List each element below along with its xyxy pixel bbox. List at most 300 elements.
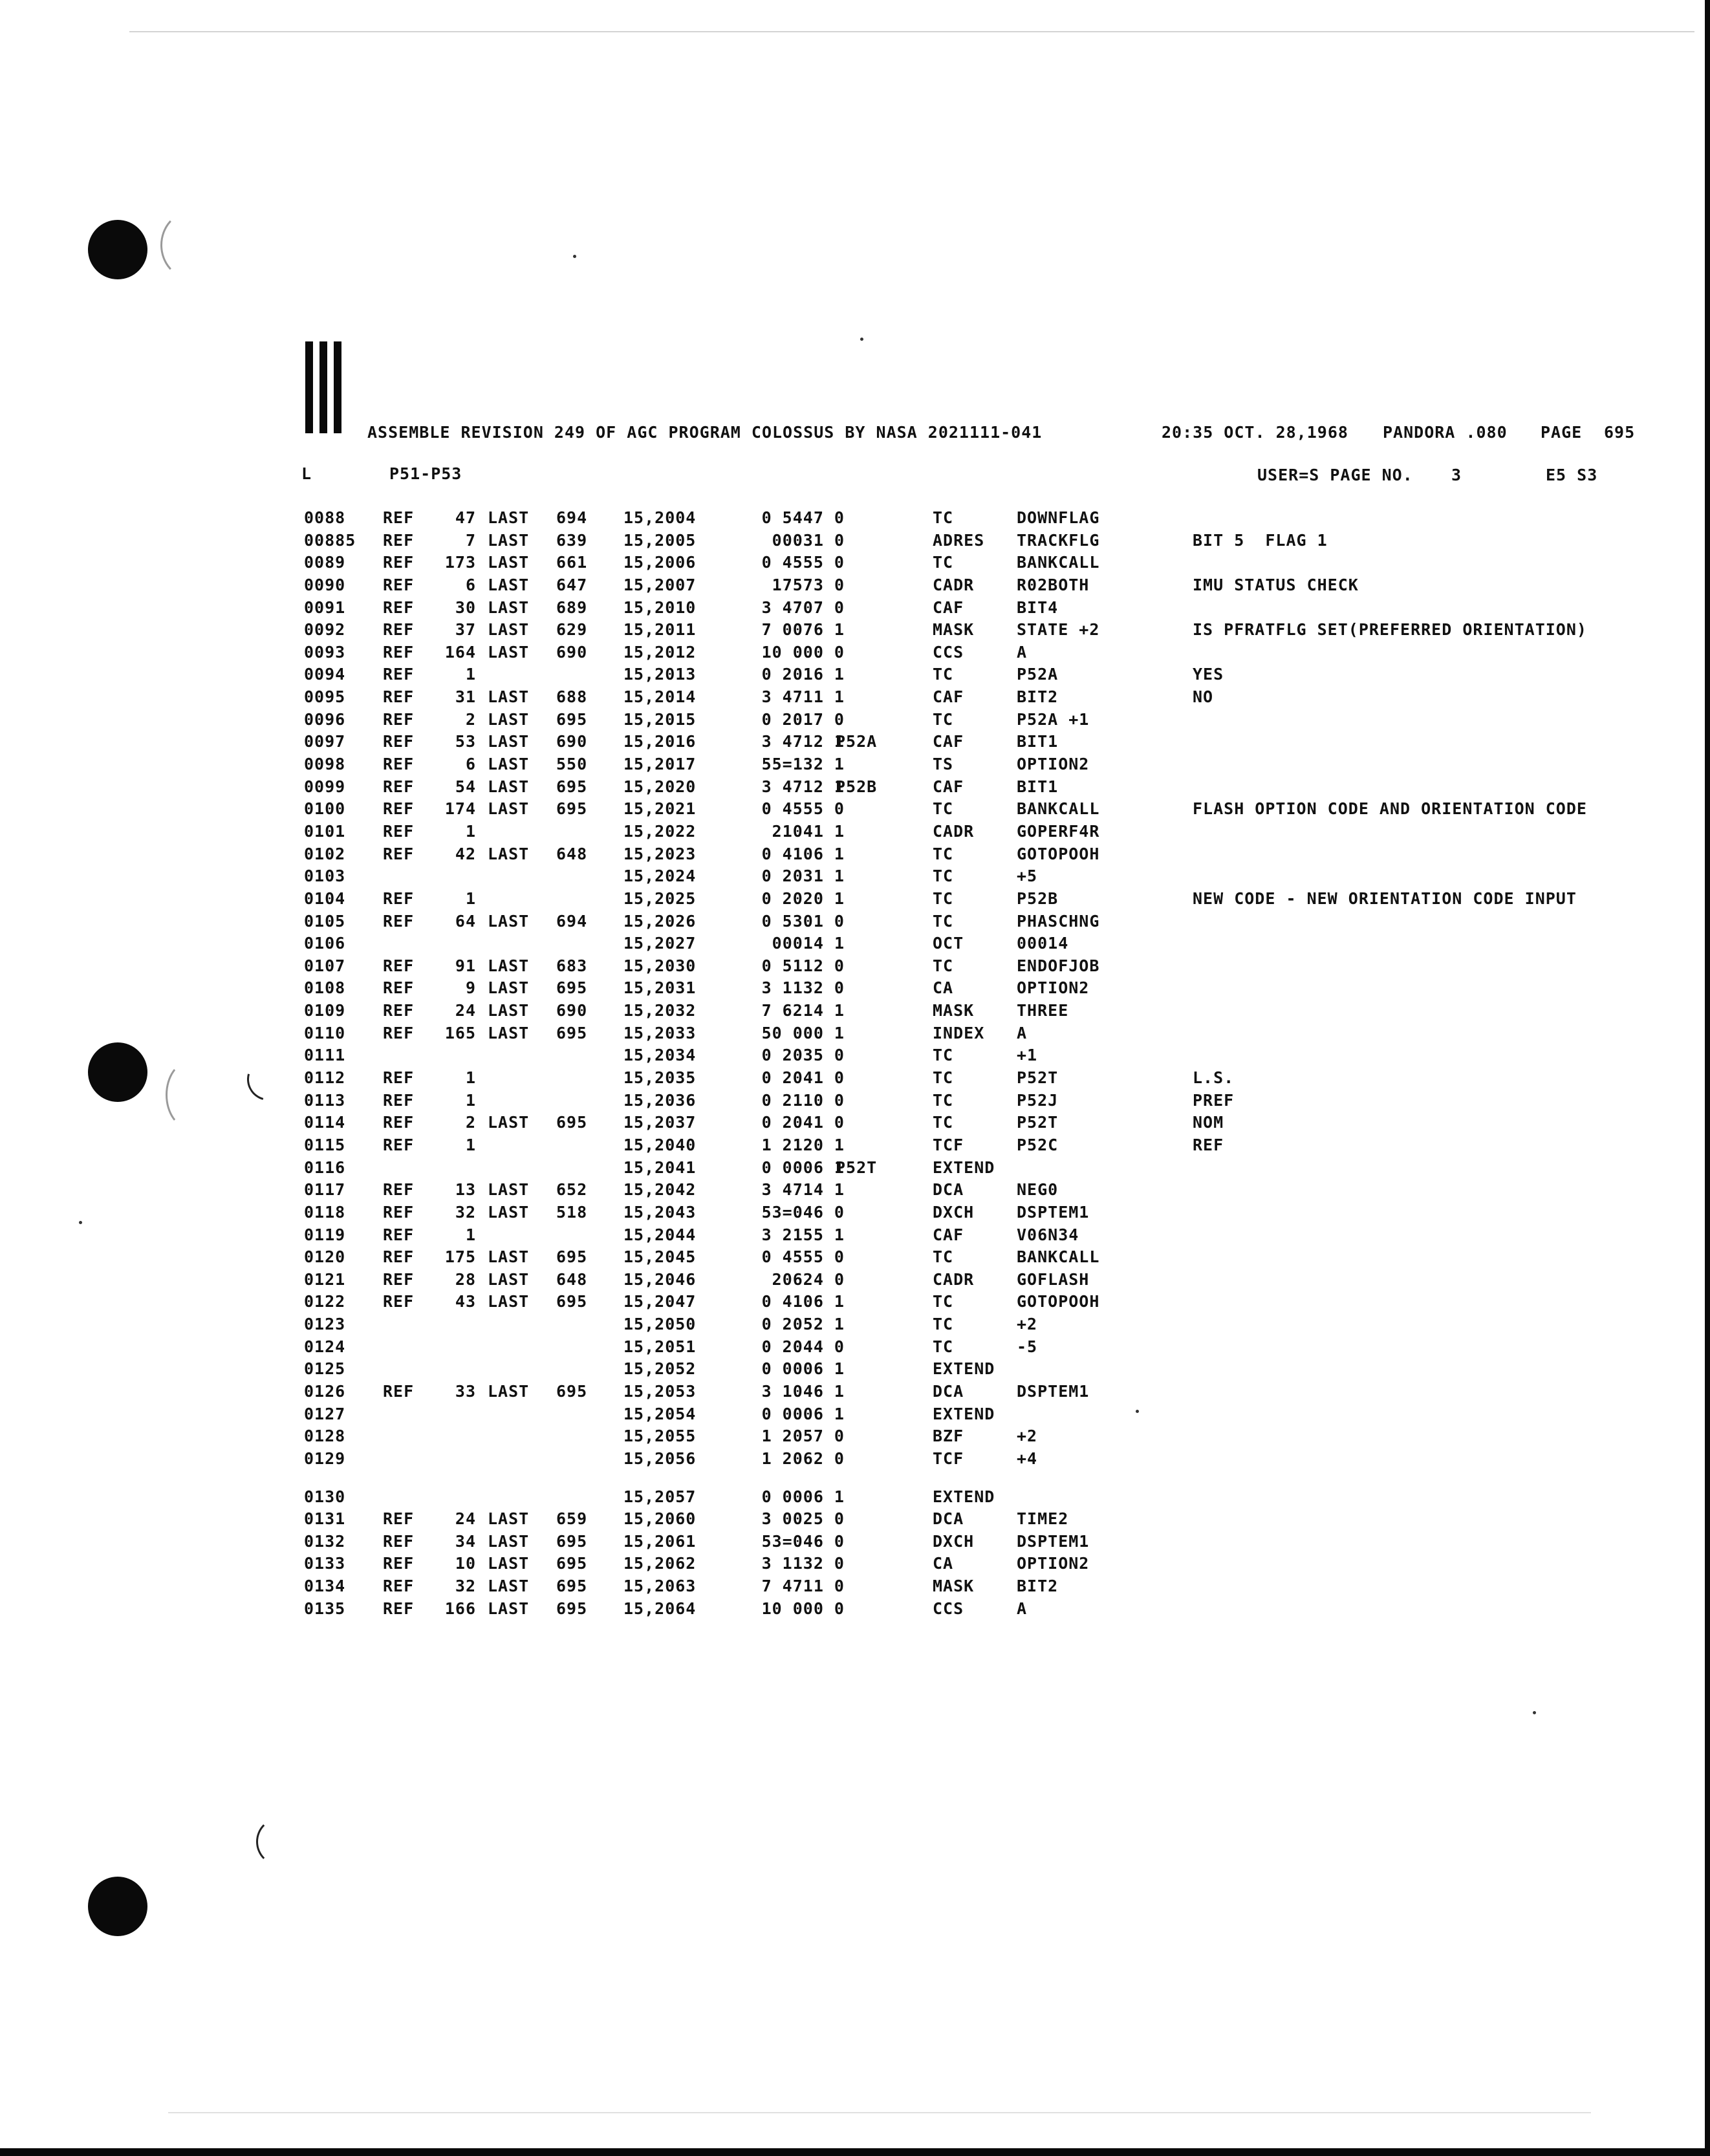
- ref-count: 164: [444, 642, 476, 662]
- octal-code: 55=132 1: [761, 755, 845, 774]
- octal-code: 0 0006 1: [761, 1487, 845, 1506]
- opcode: INDEX: [933, 1023, 985, 1042]
- ref-marker: REF: [383, 598, 415, 617]
- operand: 00014: [1017, 934, 1069, 953]
- opcode: DXCH: [933, 1531, 975, 1551]
- ref-marker: REF: [383, 956, 415, 975]
- ref-marker: REF: [383, 508, 415, 527]
- ref-marker: REF: [383, 1381, 415, 1401]
- line-number: 0106: [304, 934, 346, 953]
- line-number: 0108: [304, 978, 346, 998]
- address: 15,2063: [623, 1577, 697, 1596]
- user-page-label: USER=S PAGE NO.: [1257, 466, 1413, 484]
- ref-marker: REF: [383, 755, 415, 774]
- operand: +2: [1017, 1315, 1038, 1334]
- ref-marker: REF: [383, 732, 415, 751]
- ref-count: 53: [455, 732, 476, 751]
- speck: [1136, 1410, 1139, 1413]
- ref-count: 174: [444, 799, 476, 819]
- operand: BIT1: [1017, 777, 1059, 796]
- opcode: MASK: [933, 620, 975, 640]
- octal-code: 1 2120 1: [761, 1135, 845, 1154]
- line-number: 0105: [304, 911, 346, 931]
- section-code: E5 S3: [1546, 466, 1598, 484]
- ref-marker: REF: [383, 1599, 415, 1618]
- line-number: 0088: [304, 508, 346, 527]
- operand: BANKCALL: [1017, 553, 1100, 572]
- last-label: LAST: [488, 1509, 530, 1529]
- ref-count: 10: [455, 1554, 476, 1573]
- ref-marker: REF: [383, 1113, 415, 1132]
- last-label: LAST: [488, 1599, 530, 1618]
- last-ref-line: 695: [556, 1292, 588, 1311]
- opcode: BZF: [933, 1427, 964, 1446]
- bottom-border: [0, 2148, 1710, 2156]
- address: 15,2017: [623, 755, 697, 774]
- line-number: 0113: [304, 1090, 346, 1110]
- opcode: CADR: [933, 575, 975, 594]
- operand: P52J: [1017, 1090, 1059, 1110]
- operand: +1: [1017, 1046, 1038, 1065]
- octal-code: 3 4714 1: [761, 1180, 845, 1200]
- address: 15,2057: [623, 1487, 697, 1506]
- address: 15,2022: [623, 821, 697, 841]
- ref-count: 34: [455, 1531, 476, 1551]
- address: 15,2056: [623, 1449, 697, 1468]
- ref-count: 31: [455, 687, 476, 707]
- opcode: TS: [933, 755, 954, 774]
- last-label: LAST: [488, 1381, 530, 1401]
- octal-code: 0 0006 1: [761, 1158, 845, 1177]
- ref-count: 32: [455, 1202, 476, 1222]
- comment: IMU STATUS CHECK: [1193, 575, 1359, 594]
- last-ref-line: 695: [556, 1023, 588, 1042]
- address: 15,2006: [623, 553, 697, 572]
- address: 15,2013: [623, 665, 697, 684]
- speck: [1533, 1711, 1536, 1714]
- line-number: 0104: [304, 889, 346, 908]
- operand: BANKCALL: [1017, 799, 1100, 819]
- ref-count: 33: [455, 1381, 476, 1401]
- operand: BIT2: [1017, 1577, 1059, 1596]
- last-label: LAST: [488, 1269, 530, 1289]
- octal-code: 0 5447 0: [761, 508, 845, 527]
- address: 15,2024: [623, 867, 697, 886]
- last-ref-line: 695: [556, 1531, 588, 1551]
- line-number: 0121: [304, 1269, 346, 1289]
- line-number: 0116: [304, 1158, 346, 1177]
- address: 15,2010: [623, 598, 697, 617]
- binder-arc-mark-bottom: [256, 1817, 305, 1866]
- comment: BIT 5 FLAG 1: [1193, 530, 1328, 550]
- octal-code: 0 4555 0: [761, 1247, 845, 1267]
- line-number: 0117: [304, 1180, 346, 1200]
- comment: YES: [1193, 665, 1224, 684]
- octal-code: 0 2110 0: [761, 1090, 845, 1110]
- last-ref-line: 683: [556, 956, 588, 975]
- opcode: TC: [933, 665, 954, 684]
- line-number: 00885: [304, 530, 356, 550]
- line-number: 0127: [304, 1404, 346, 1423]
- operand: THREE: [1017, 1001, 1069, 1020]
- line-number: 0123: [304, 1315, 346, 1334]
- octal-code: 3 4712 1: [761, 777, 845, 796]
- ref-marker: REF: [383, 1090, 415, 1110]
- address: 15,2032: [623, 1001, 697, 1020]
- ref-count: 24: [455, 1001, 476, 1020]
- octal-code: 0 2041 0: [761, 1113, 845, 1132]
- ref-marker: REF: [383, 1180, 415, 1200]
- last-ref-line: 629: [556, 620, 588, 640]
- ref-count: 1: [465, 1068, 476, 1088]
- comment: NO: [1193, 687, 1214, 707]
- last-label: LAST: [488, 777, 530, 796]
- opcode: CCS: [933, 1599, 964, 1618]
- opcode: TC: [933, 709, 954, 729]
- operand: OPTION2: [1017, 755, 1090, 774]
- line-number: 0096: [304, 709, 346, 729]
- operand: P52T: [1017, 1113, 1059, 1132]
- operand: P52A: [1017, 665, 1059, 684]
- line-number: 0111: [304, 1046, 346, 1065]
- ref-count: 1: [465, 821, 476, 841]
- ref-count: 28: [455, 1269, 476, 1289]
- line-number: 0110: [304, 1023, 346, 1042]
- operand: PHASCHNG: [1017, 911, 1100, 931]
- line-number: 0125: [304, 1359, 346, 1379]
- operand: BIT4: [1017, 598, 1059, 617]
- ref-count: 175: [444, 1247, 476, 1267]
- last-label: LAST: [488, 1577, 530, 1596]
- ref-marker: REF: [383, 665, 415, 684]
- line-number: 0092: [304, 620, 346, 640]
- ref-marker: REF: [383, 978, 415, 998]
- octal-code: 0 2052 1: [761, 1315, 845, 1334]
- ref-count: 64: [455, 911, 476, 931]
- operand: GOTOPOOH: [1017, 844, 1100, 863]
- octal-code: 0 4106 1: [761, 1292, 845, 1311]
- line-number: 0115: [304, 1135, 346, 1154]
- comment: REF: [1193, 1135, 1224, 1154]
- last-ref-line: 688: [556, 687, 588, 707]
- octal-code: 0 2041 0: [761, 1068, 845, 1088]
- ref-marker: REF: [383, 1531, 415, 1551]
- octal-code: 3 4707 0: [761, 598, 845, 617]
- last-label: LAST: [488, 575, 530, 594]
- octal-code: 53=046 0: [761, 1202, 845, 1222]
- ref-marker: REF: [383, 1068, 415, 1088]
- ref-marker: REF: [383, 687, 415, 707]
- last-label: LAST: [488, 799, 530, 819]
- line-number: 0122: [304, 1292, 346, 1311]
- ref-marker: REF: [383, 642, 415, 662]
- ref-marker: REF: [383, 1135, 415, 1154]
- user-page-number: 3: [1451, 466, 1462, 484]
- opcode: EXTEND: [933, 1158, 995, 1177]
- operand: STATE +2: [1017, 620, 1100, 640]
- ref-count: 54: [455, 777, 476, 796]
- opcode: TC: [933, 1247, 954, 1267]
- line-number: 0102: [304, 844, 346, 863]
- line-number: 0128: [304, 1427, 346, 1446]
- octal-code: 0 5112 0: [761, 956, 845, 975]
- octal-code: 17573 0: [772, 575, 845, 594]
- address: 15,2012: [623, 642, 697, 662]
- operand: +5: [1017, 867, 1038, 886]
- line-number: 0133: [304, 1554, 346, 1573]
- opcode: EXTEND: [933, 1404, 995, 1423]
- octal-code: 0 2017 0: [761, 709, 845, 729]
- operand: A: [1017, 642, 1028, 662]
- operand: +4: [1017, 1449, 1038, 1468]
- operand: GOPERF4R: [1017, 821, 1100, 841]
- octal-code: 3 1046 1: [761, 1381, 845, 1401]
- address: 15,2020: [623, 777, 697, 796]
- address: 15,2025: [623, 889, 697, 908]
- timestamp: 20:35 OCT. 28,1968: [1162, 423, 1348, 442]
- opcode: CAF: [933, 777, 964, 796]
- opcode: ADRES: [933, 530, 985, 550]
- ref-count: 9: [465, 978, 476, 998]
- last-label: LAST: [488, 1247, 530, 1267]
- opcode: TC: [933, 911, 954, 931]
- address: 15,2004: [623, 508, 697, 527]
- octal-code: 00031 0: [772, 530, 845, 550]
- last-label: LAST: [488, 687, 530, 707]
- operand: A: [1017, 1023, 1028, 1042]
- last-label: LAST: [488, 1180, 530, 1200]
- ref-count: 24: [455, 1509, 476, 1529]
- ref-marker: REF: [383, 1202, 415, 1222]
- opcode: TC: [933, 956, 954, 975]
- operand: BIT2: [1017, 687, 1059, 707]
- last-label: LAST: [488, 1531, 530, 1551]
- last-ref-line: 648: [556, 844, 588, 863]
- page-label: PAGE: [1541, 423, 1583, 442]
- line-number: 0109: [304, 1001, 346, 1020]
- punch-hole-top: [88, 220, 147, 279]
- opcode: EXTEND: [933, 1487, 995, 1506]
- address: 15,2026: [623, 911, 697, 931]
- line-number: 0093: [304, 642, 346, 662]
- octal-code: 7 4711 0: [761, 1577, 845, 1596]
- address: 15,2016: [623, 732, 697, 751]
- operand: DSPTEM1: [1017, 1531, 1090, 1551]
- last-ref-line: 694: [556, 508, 588, 527]
- octal-code: 0 2016 1: [761, 665, 845, 684]
- octal-code: 21041 1: [772, 821, 845, 841]
- ref-marker: REF: [383, 1001, 415, 1020]
- ref-marker: REF: [383, 1247, 415, 1267]
- opcode: TC: [933, 844, 954, 863]
- address: 15,2047: [623, 1292, 697, 1311]
- operand: DOWNFLAG: [1017, 508, 1100, 527]
- address: 15,2041: [623, 1158, 697, 1177]
- page-number: 695: [1604, 423, 1636, 442]
- opcode: CAF: [933, 687, 964, 707]
- ref-count: 42: [455, 844, 476, 863]
- opcode: CADR: [933, 1269, 975, 1289]
- operand: OPTION2: [1017, 978, 1090, 998]
- opcode: CA: [933, 1554, 954, 1573]
- address: 15,2045: [623, 1247, 697, 1267]
- punch-hole-bottom: [88, 1877, 147, 1936]
- line-number: 0112: [304, 1068, 346, 1088]
- address: 15,2027: [623, 934, 697, 953]
- comment: NEW CODE - NEW ORIENTATION CODE INPUT: [1193, 889, 1577, 908]
- line-number: 0132: [304, 1531, 346, 1551]
- last-ref-line: 694: [556, 911, 588, 931]
- last-ref-line: 652: [556, 1180, 588, 1200]
- octal-code: 0 2020 1: [761, 889, 845, 908]
- print-bar-2: [319, 341, 327, 433]
- address: 15,2053: [623, 1381, 697, 1401]
- last-label: LAST: [488, 844, 530, 863]
- line-number: 0130: [304, 1487, 346, 1506]
- octal-code: 53=046 0: [761, 1531, 845, 1551]
- print-bar-1: [305, 341, 313, 433]
- address: 15,2054: [623, 1404, 697, 1423]
- address: 15,2044: [623, 1225, 697, 1244]
- address: 15,2050: [623, 1315, 697, 1334]
- line-number: 0118: [304, 1202, 346, 1222]
- last-ref-line: 689: [556, 598, 588, 617]
- last-label: LAST: [488, 642, 530, 662]
- opcode: TC: [933, 553, 954, 572]
- ref-count: 30: [455, 598, 476, 617]
- address: 15,2040: [623, 1135, 697, 1154]
- last-ref-line: 690: [556, 732, 588, 751]
- last-label: LAST: [488, 1292, 530, 1311]
- ref-count: 1: [465, 1090, 476, 1110]
- line-number: 0135: [304, 1599, 346, 1618]
- address: 15,2036: [623, 1090, 697, 1110]
- operand: NEG0: [1017, 1180, 1059, 1200]
- ref-count: 6: [465, 575, 476, 594]
- opcode: DCA: [933, 1509, 964, 1529]
- opcode: TC: [933, 799, 954, 819]
- punch-hole-middle: [88, 1042, 147, 1102]
- octal-code: 00014 1: [772, 934, 845, 953]
- address: 15,2051: [623, 1337, 697, 1356]
- section-name: P51-P53: [389, 464, 462, 483]
- ref-marker: REF: [383, 709, 415, 729]
- opcode: TCF: [933, 1135, 964, 1154]
- address: 15,2035: [623, 1068, 697, 1088]
- octal-code: 3 4712 1: [761, 732, 845, 751]
- octal-code: 7 0076 1: [761, 620, 845, 640]
- opcode: CAF: [933, 732, 964, 751]
- symbol-label: P52T: [836, 1158, 878, 1177]
- system-name: PANDORA .080: [1383, 423, 1508, 442]
- operand: R02BOTH: [1017, 575, 1090, 594]
- address: 15,2021: [623, 799, 697, 819]
- ref-marker: REF: [383, 777, 415, 796]
- ref-count: 37: [455, 620, 476, 640]
- octal-code: 0 2044 0: [761, 1337, 845, 1356]
- octal-code: 0 0006 1: [761, 1404, 845, 1423]
- last-ref-line: 695: [556, 709, 588, 729]
- operand: V06N34: [1017, 1225, 1079, 1244]
- address: 15,2037: [623, 1113, 697, 1132]
- operand: +2: [1017, 1427, 1038, 1446]
- last-label: LAST: [488, 598, 530, 617]
- last-ref-line: 639: [556, 530, 588, 550]
- opcode: TC: [933, 1315, 954, 1334]
- opcode: TC: [933, 1337, 954, 1356]
- operand: A: [1017, 1599, 1028, 1618]
- ref-count: 165: [444, 1023, 476, 1042]
- address: 15,2062: [623, 1554, 697, 1573]
- line-number: 0094: [304, 665, 346, 684]
- opcode: DXCH: [933, 1202, 975, 1222]
- ref-count: 91: [455, 956, 476, 975]
- operand: BIT1: [1017, 732, 1059, 751]
- ref-count: 43: [455, 1292, 476, 1311]
- operand: GOTOPOOH: [1017, 1292, 1100, 1311]
- line-number: 0097: [304, 732, 346, 751]
- opcode: TC: [933, 1046, 954, 1065]
- ref-marker: REF: [383, 530, 415, 550]
- operand: P52B: [1017, 889, 1059, 908]
- speck: [573, 255, 576, 258]
- ref-count: 166: [444, 1599, 476, 1618]
- octal-code: 1 2062 0: [761, 1449, 845, 1468]
- opcode: DCA: [933, 1381, 964, 1401]
- address: 15,2015: [623, 709, 697, 729]
- symbol-label: P52B: [836, 777, 878, 796]
- octal-code: 3 4711 1: [761, 687, 845, 707]
- last-ref-line: 695: [556, 1381, 588, 1401]
- scan-bottom-edge: [168, 2112, 1591, 2113]
- opcode: TC: [933, 867, 954, 886]
- opcode: TC: [933, 1090, 954, 1110]
- octal-code: 20624 0: [772, 1269, 845, 1289]
- octal-code: 0 5301 0: [761, 911, 845, 931]
- right-border: [1705, 0, 1710, 2156]
- ref-count: 2: [465, 709, 476, 729]
- address: 15,2060: [623, 1509, 697, 1529]
- operand: TRACKFLG: [1017, 530, 1100, 550]
- line-number: 0129: [304, 1449, 346, 1468]
- ref-count: 1: [465, 889, 476, 908]
- last-ref-line: 695: [556, 1599, 588, 1618]
- address: 15,2033: [623, 1023, 697, 1042]
- opcode: CAF: [933, 1225, 964, 1244]
- octal-code: 7 6214 1: [761, 1001, 845, 1020]
- last-label: LAST: [488, 553, 530, 572]
- address: 15,2005: [623, 530, 697, 550]
- line-number: 0101: [304, 821, 346, 841]
- ref-marker: REF: [383, 1023, 415, 1042]
- operand: DSPTEM1: [1017, 1202, 1090, 1222]
- address: 15,2030: [623, 956, 697, 975]
- address: 15,2064: [623, 1599, 697, 1618]
- octal-code: 3 1132 0: [761, 978, 845, 998]
- comment: PREF: [1193, 1090, 1235, 1110]
- line-number: 0091: [304, 598, 346, 617]
- line-number: 0098: [304, 755, 346, 774]
- octal-code: 50 000 1: [761, 1023, 845, 1042]
- line-number: 0131: [304, 1509, 346, 1529]
- ref-count: 47: [455, 508, 476, 527]
- octal-code: 3 0025 0: [761, 1509, 845, 1529]
- last-ref-line: 695: [556, 799, 588, 819]
- last-label: LAST: [488, 1554, 530, 1573]
- last-ref-line: 648: [556, 1269, 588, 1289]
- last-label: LAST: [488, 709, 530, 729]
- octal-code: 10 000 0: [761, 642, 845, 662]
